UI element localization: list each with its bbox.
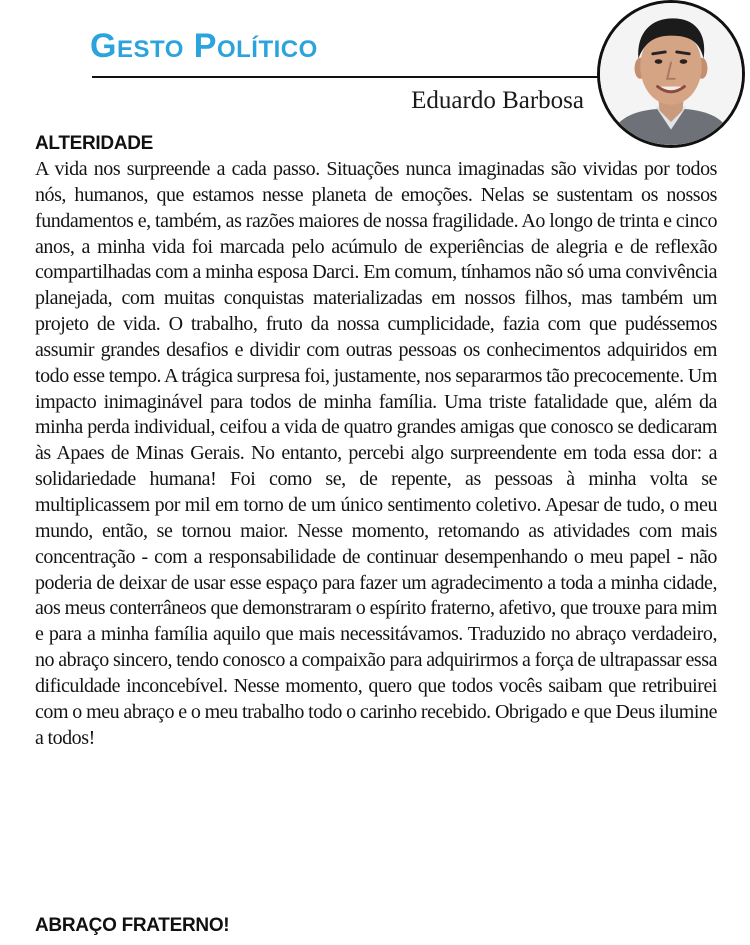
column-title: Gesto Político xyxy=(90,27,318,65)
article-closing: ABRAÇO FRATERNO! xyxy=(35,915,230,936)
author-photo xyxy=(597,0,745,148)
author-name: Eduardo Barbosa xyxy=(411,87,584,114)
article-body: A vida nos surpreende a cada passo. Situações nunca imaginadas são vividas por todos nós, humanos, que estamos nesse planeta de emoções. Nelas se sustentam os nossos fundamentos e, também, as razões maiores de nossa fragilidade. Ao longo de trinta e cinco anos, a minha vida foi marcada pelo acúmulo de experiências de alegria e de reflexão compartilhadas com a minha esposa Darci. Em comum, tínhamos não só uma convivência planejada, com muitas conquistas materializadas em nossos filhos, mas também um projeto de vida. O trabalho, fruto da nossa cumplicidade, fazia com que pudéssemos assumir grandes desafios e dividir com outras pessoas os conhecimentos adquiridos em todo esse tempo. A trágica surpresa foi, justamente, nos separarmos tão precocemente. Um impacto inimaginável para todos de minha família. Uma triste fatalidade que, além da minha perda individual, ceifou a vida de quatro grandes amigas que conosco se dedicaram às Apaes de Minas Gerais. No entanto, percebi algo surpreendente em toda essa dor: a solidariedade humana! Foi como se, de repente, as pessoas à minha volta se multiplicassem por mil em torno de um único sentimento coletivo. Apesar de tudo, o meu mundo, então, se tornou maior. Nesse momento, retomando as atividades com mais concentração - com a responsabilidade de continuar desempenhando o meu papel - não poderia de deixar de usar esse espaço para fazer um agradecimento a toda a minha cidade, aos meus conterrâneos que demonstraram o espírito fraterno, afetivo, que trouxe para mim e para a minha família aquilo que mais necessitávamos. Traduzido no abraço verdadeiro, no abraço sincero, tendo conosco a compaixão para adquirirmos a força de ultrapassar essa dificuldade inconcebível. Nesse momento, quero que todos vocês saibam que retribuirei com o meu abraço e o meu trabalho todo o carinho recebido. Obrigado e que Deus ilumine a todos! xyxy=(35,158,717,749)
title-underline xyxy=(92,76,612,78)
article-heading: ALTERIDADE xyxy=(35,133,154,154)
